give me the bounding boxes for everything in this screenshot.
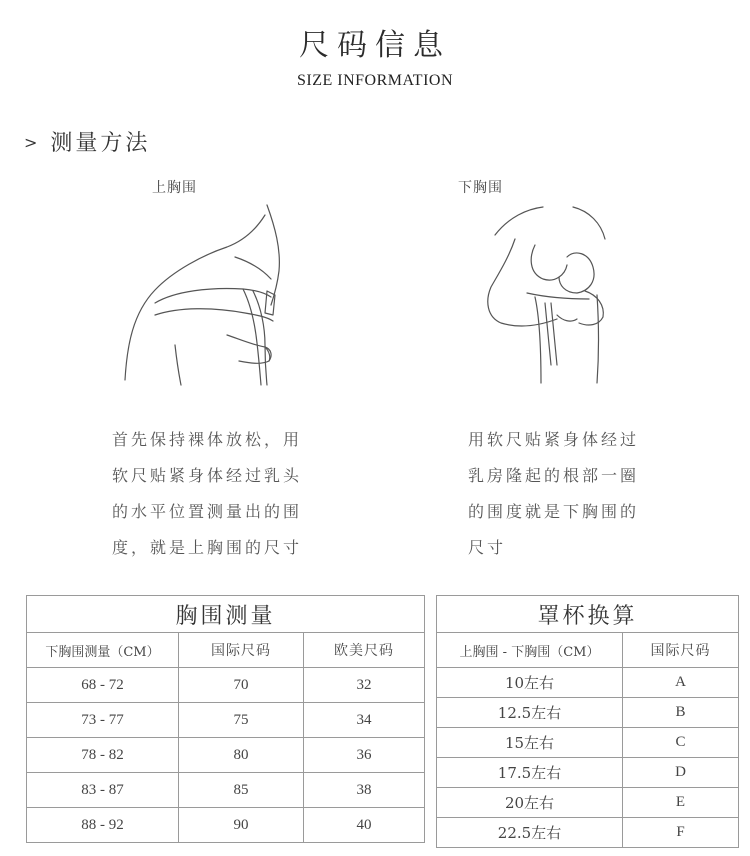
upper-desc-line: 软尺贴紧身体经过乳头	[112, 466, 303, 485]
table-row	[437, 818, 739, 848]
cup-table-caption: 罩杯换算	[437, 596, 739, 633]
table-cell: 85	[179, 773, 304, 808]
table-cell: 22.5左右	[437, 818, 623, 848]
table-cell: E	[623, 788, 739, 818]
table-cell: 78 - 82	[27, 738, 179, 773]
table-cell: 73 - 77	[27, 703, 179, 738]
column-header: 下胸围测量（CM）	[27, 633, 179, 668]
table-cell: 12.5左右	[437, 698, 623, 728]
table-cell: 34	[304, 703, 425, 738]
column-header: 上胸围 - 下胸围（CM）	[437, 633, 623, 668]
table-cell: 83 - 87	[27, 773, 179, 808]
lower-desc-line: 乳房隆起的根部一圈	[468, 466, 640, 485]
table-row	[437, 668, 739, 698]
table-cell: D	[623, 758, 739, 788]
table-row	[27, 668, 425, 703]
section-heading-text: 测量方法	[50, 131, 151, 156]
under-bust-description	[468, 422, 693, 566]
upper-bust-label: 上胸围	[152, 180, 197, 196]
table-row	[27, 773, 425, 808]
table-cell: 70	[179, 668, 304, 703]
table-row	[437, 698, 739, 728]
table-cell: 38	[304, 773, 425, 808]
table-row	[27, 808, 425, 843]
table-row	[437, 788, 739, 818]
page-title: 尺码信息	[299, 28, 451, 63]
lower-desc-line: 的围度就是下胸围的	[468, 502, 640, 521]
table-caption-row	[437, 596, 739, 633]
table-header-row	[437, 633, 739, 668]
table-row	[437, 728, 739, 758]
lower-desc-line: 尺寸	[468, 538, 507, 557]
table-row	[27, 703, 425, 738]
table-header-row	[27, 633, 425, 668]
table-cell: C	[623, 728, 739, 758]
upper-desc-line: 首先保持裸体放松，用	[112, 430, 303, 449]
column-header: 国际尺码	[179, 633, 304, 668]
chevron-right-icon: >	[24, 133, 41, 152]
page-subtitle: SIZE INFORMATION	[297, 72, 453, 89]
table-caption-row	[27, 596, 425, 633]
table-cell: 90	[179, 808, 304, 843]
table-cell: 80	[179, 738, 304, 773]
table-cell: 40	[304, 808, 425, 843]
table-cell: 20左右	[437, 788, 623, 818]
cup-conversion-table	[436, 595, 739, 848]
table-cell: F	[623, 818, 739, 848]
upper-desc-line: 度，就是上胸围的尺寸	[112, 538, 303, 557]
under-bust-label: 下胸围	[458, 180, 503, 196]
under-bust-illustration	[465, 195, 645, 390]
table-cell: 10左右	[437, 668, 623, 698]
table-cell: B	[623, 698, 739, 728]
table-row	[27, 738, 425, 773]
table-cell: 75	[179, 703, 304, 738]
table-cell: A	[623, 668, 739, 698]
table-cell: 88 - 92	[27, 808, 179, 843]
column-header: 欧美尺码	[304, 633, 425, 668]
upper-bust-illustration	[115, 195, 295, 390]
lower-desc-line: 用软尺贴紧身体经过	[468, 430, 640, 449]
table-cell: 36	[304, 738, 425, 773]
table-cell: 15左右	[437, 728, 623, 758]
table-row	[437, 758, 739, 788]
table-cell: 17.5左右	[437, 758, 623, 788]
upper-desc-line: 的水平位置测量出的围	[112, 502, 303, 521]
column-header: 国际尺码	[623, 633, 739, 668]
section-heading	[24, 126, 150, 157]
bust-measurement-table	[26, 595, 425, 843]
table-cell: 32	[304, 668, 425, 703]
bust-table-caption: 胸围测量	[27, 596, 425, 633]
upper-bust-description	[112, 422, 337, 566]
table-cell: 68 - 72	[27, 668, 179, 703]
